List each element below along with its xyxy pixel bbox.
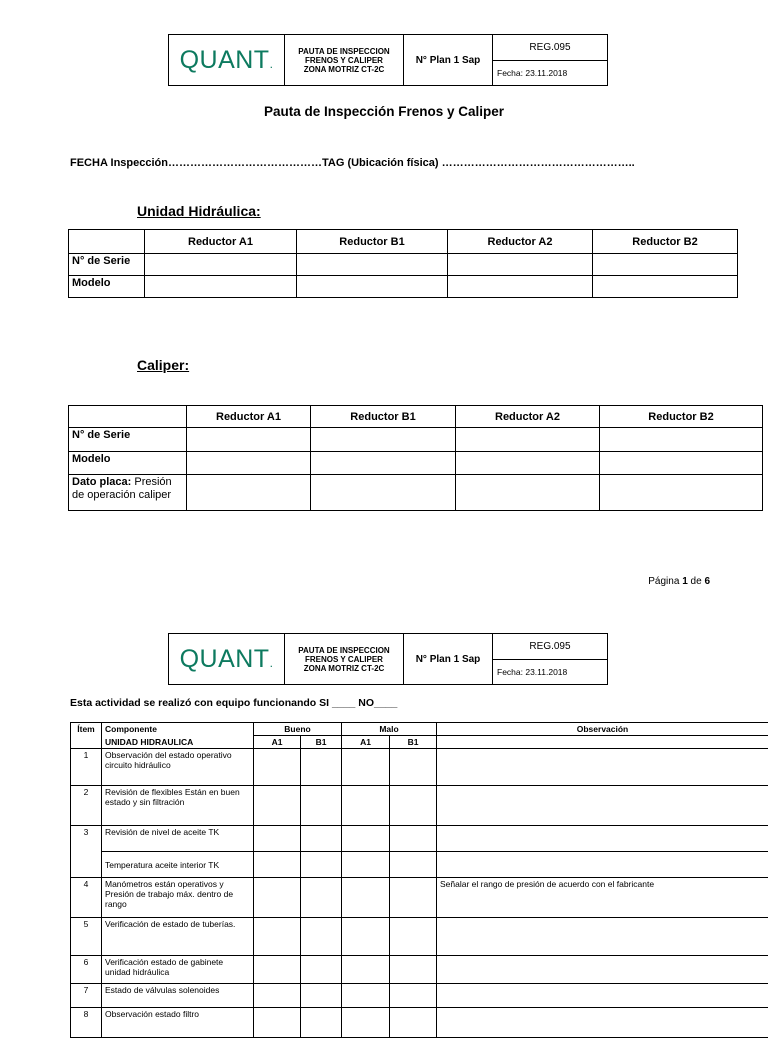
check-cell[interactable] xyxy=(254,918,301,956)
component-text: Observación estado filtro xyxy=(102,1008,254,1038)
row-label: Modelo xyxy=(69,452,187,475)
item-number: 8 xyxy=(71,1008,102,1038)
check-cell[interactable] xyxy=(301,852,342,878)
input-cell[interactable] xyxy=(593,254,738,276)
observation-cell[interactable]: Señalar el rango de presión de acuerdo con el fabricante xyxy=(437,878,768,918)
row-label: N° de Serie xyxy=(69,428,187,452)
check-cell[interactable] xyxy=(254,826,301,852)
check-cell[interactable] xyxy=(342,878,390,918)
plan-number: N° Plan 1 Sap xyxy=(404,35,493,86)
input-cell[interactable] xyxy=(600,452,763,475)
observacion-header: Observación xyxy=(437,723,768,736)
input-cell[interactable] xyxy=(456,452,600,475)
check-cell[interactable] xyxy=(390,749,437,786)
unidad-table xyxy=(68,229,738,298)
check-cell[interactable] xyxy=(301,826,342,852)
item-header: Ítem xyxy=(71,723,102,749)
input-cell[interactable] xyxy=(448,276,593,298)
observation-cell[interactable] xyxy=(437,826,768,852)
page-indicator: Página 1 de 6 xyxy=(648,576,710,587)
component-text: Manómetros están operativos y Presión de trabajo máx. dentro de rango xyxy=(102,878,254,918)
check-cell[interactable] xyxy=(301,878,342,918)
header-date: Fecha: 23.11.2018 xyxy=(493,61,608,86)
input-cell[interactable] xyxy=(600,475,763,511)
corner-cell xyxy=(69,230,145,254)
item-number: 7 xyxy=(71,984,102,1008)
check-cell[interactable] xyxy=(342,749,390,786)
input-cell[interactable] xyxy=(448,254,593,276)
check-cell[interactable] xyxy=(390,956,437,984)
item-number: 5 xyxy=(71,918,102,956)
check-cell[interactable] xyxy=(301,956,342,984)
item-number: 1 xyxy=(71,749,102,786)
input-cell[interactable] xyxy=(600,428,763,452)
col-header: Reductor B1 xyxy=(311,406,456,428)
row-label: N° de Serie xyxy=(69,254,145,276)
item-number: 3 xyxy=(71,826,102,878)
input-cell[interactable] xyxy=(187,452,311,475)
observation-cell[interactable] xyxy=(437,918,768,956)
check-cell[interactable] xyxy=(342,786,390,826)
item-number: 2 xyxy=(71,786,102,826)
col-header: Reductor A1 xyxy=(145,230,297,254)
header-date: Fecha: 23.11.2018 xyxy=(493,660,608,685)
input-cell[interactable] xyxy=(297,254,448,276)
component-text: Estado de válvulas solenoides xyxy=(102,984,254,1008)
item-number: 4 xyxy=(71,878,102,918)
input-cell[interactable] xyxy=(593,276,738,298)
reg-code: REG.095 xyxy=(493,634,608,660)
b1-header: B1 xyxy=(301,736,342,749)
check-cell[interactable] xyxy=(301,1008,342,1038)
observation-cell[interactable] xyxy=(437,1008,768,1038)
check-cell[interactable] xyxy=(254,956,301,984)
component-text: Revisión de flexibles Están en buen estado y sin filtración xyxy=(102,786,254,826)
check-cell[interactable] xyxy=(254,984,301,1008)
check-cell[interactable] xyxy=(254,786,301,826)
item-number: 6 xyxy=(71,956,102,984)
col-header: Reductor A2 xyxy=(448,230,593,254)
row-label: Modelo xyxy=(69,276,145,298)
col-header: Reductor B2 xyxy=(600,406,763,428)
col-header: Reductor A2 xyxy=(456,406,600,428)
unidad-subheader: UNIDAD HIDRAULICA xyxy=(102,736,254,749)
header-title: PAUTA DE INSPECCION FRENOS Y CALIPER ZONA MOTRIZ CT-2C xyxy=(285,634,404,685)
header-title: PAUTA DE INSPECCION FRENOS Y CALIPER ZONA MOTRIZ CT-2C xyxy=(285,35,404,86)
col-header: Reductor B1 xyxy=(297,230,448,254)
col-header: Reductor B2 xyxy=(593,230,738,254)
input-cell[interactable] xyxy=(145,254,297,276)
quant-logo: QUANT. xyxy=(169,35,285,86)
check-cell[interactable] xyxy=(301,749,342,786)
check-cell[interactable] xyxy=(342,852,390,878)
input-cell[interactable] xyxy=(187,475,311,511)
a1-header: A1 xyxy=(254,736,301,749)
observation-cell[interactable] xyxy=(437,786,768,826)
check-cell[interactable] xyxy=(254,1008,301,1038)
check-cell[interactable] xyxy=(342,956,390,984)
check-cell[interactable] xyxy=(342,826,390,852)
check-cell[interactable] xyxy=(342,1008,390,1038)
check-cell[interactable] xyxy=(254,749,301,786)
check-cell[interactable] xyxy=(342,918,390,956)
component-text: Observación del estado operativo circuito hidráulico xyxy=(102,749,254,786)
document-header xyxy=(168,34,608,86)
observation-cell[interactable] xyxy=(437,984,768,1008)
malo-header: Malo xyxy=(342,723,437,736)
activity-statement: Esta actividad se realizó con equipo funcionando SI ____ NO____ xyxy=(70,697,397,709)
check-cell[interactable] xyxy=(390,786,437,826)
col-header: Reductor A1 xyxy=(187,406,311,428)
observation-cell[interactable] xyxy=(437,852,768,878)
quant-logo: QUANT. xyxy=(169,634,285,685)
input-cell[interactable] xyxy=(187,428,311,452)
component-text: Verificación de estado de tuberías. xyxy=(102,918,254,956)
a1-header: A1 xyxy=(342,736,390,749)
document-header xyxy=(168,633,608,685)
plan-number: N° Plan 1 Sap xyxy=(404,634,493,685)
input-cell[interactable] xyxy=(456,428,600,452)
check-cell[interactable] xyxy=(390,852,437,878)
check-cell[interactable] xyxy=(301,984,342,1008)
input-cell[interactable] xyxy=(297,276,448,298)
row-label-dato-placa: Dato placa: Presión de operación caliper xyxy=(69,475,187,511)
inspection-date-line: FECHA Inspección……………………………………TAG (Ubicación física) …………………………………………….. xyxy=(70,157,635,169)
b1-header: B1 xyxy=(390,736,437,749)
observacion-subheader xyxy=(437,736,768,749)
component-text: Verificación estado de gabinete unidad hidráulica xyxy=(102,956,254,984)
check-cell[interactable] xyxy=(390,1008,437,1038)
check-cell[interactable] xyxy=(254,852,301,878)
input-cell[interactable] xyxy=(311,452,456,475)
input-cell[interactable] xyxy=(456,475,600,511)
reg-code: REG.095 xyxy=(493,35,608,61)
check-cell[interactable] xyxy=(390,878,437,918)
input-cell[interactable] xyxy=(311,475,456,511)
component-text: Revisión de nivel de aceite TK xyxy=(102,826,254,852)
document-title: Pauta de Inspección Frenos y Caliper xyxy=(0,104,768,119)
check-cell[interactable] xyxy=(301,918,342,956)
observation-cell[interactable] xyxy=(437,749,768,786)
check-cell[interactable] xyxy=(390,918,437,956)
check-cell[interactable] xyxy=(254,878,301,918)
check-cell[interactable] xyxy=(342,984,390,1008)
bueno-header: Bueno xyxy=(254,723,342,736)
section-unidad-hidraulica: Unidad Hidráulica: xyxy=(137,203,261,219)
componente-header: Componente xyxy=(102,723,254,736)
input-cell[interactable] xyxy=(311,428,456,452)
section-caliper: Caliper: xyxy=(137,357,189,373)
caliper-table xyxy=(68,405,763,511)
component-text: Temperatura aceite interior TK xyxy=(102,852,254,878)
check-cell[interactable] xyxy=(390,826,437,852)
inspection-table xyxy=(70,722,768,1038)
observation-cell[interactable] xyxy=(437,956,768,984)
corner-cell xyxy=(69,406,187,428)
input-cell[interactable] xyxy=(145,276,297,298)
check-cell[interactable] xyxy=(390,984,437,1008)
check-cell[interactable] xyxy=(301,786,342,826)
